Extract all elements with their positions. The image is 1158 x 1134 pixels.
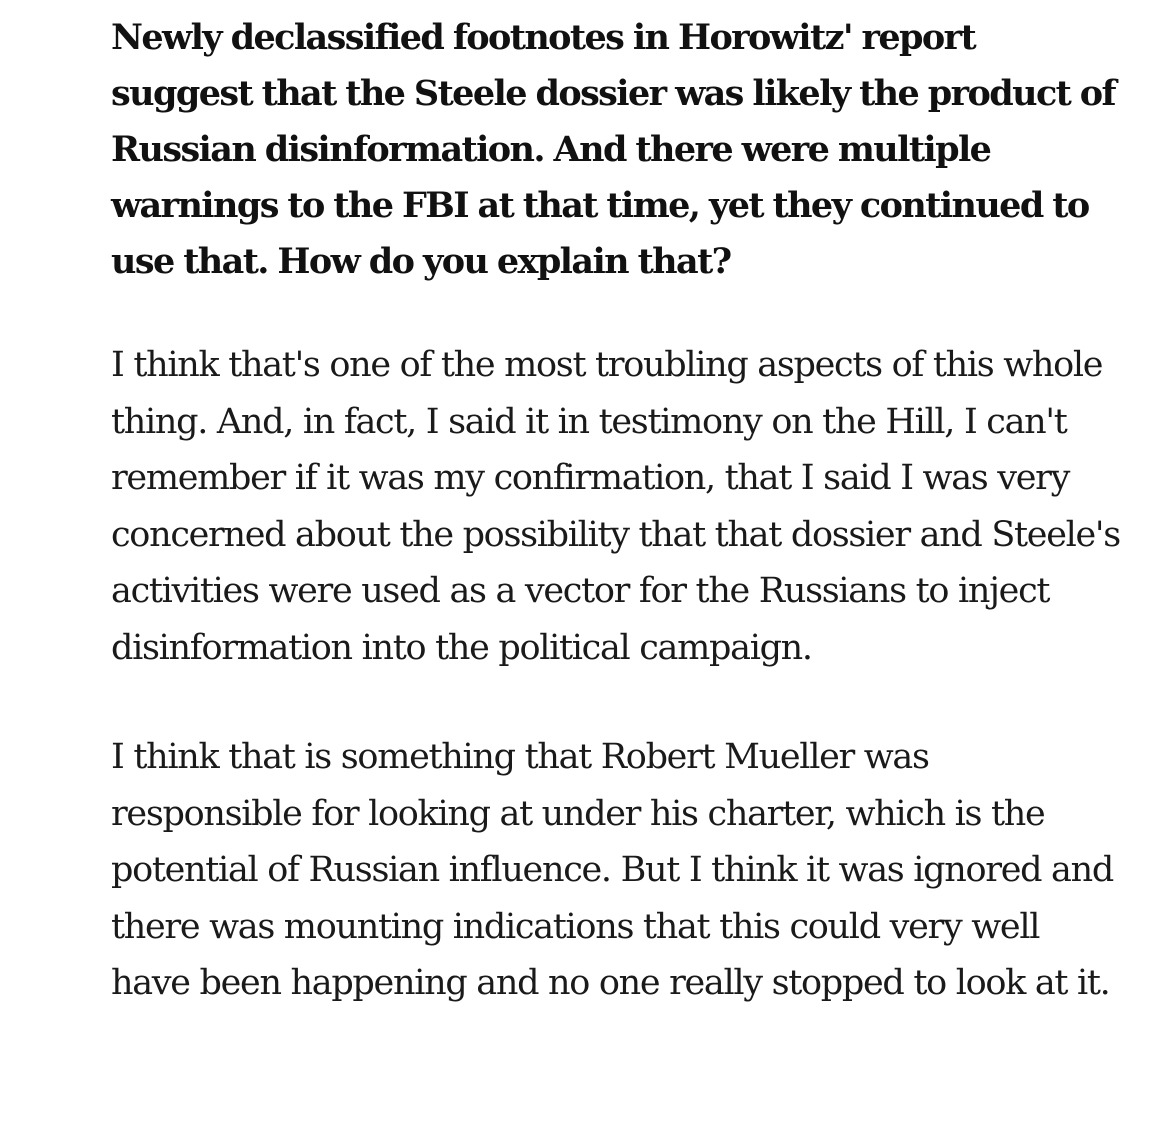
interview-answer-paragraph: I think that's one of the most troubling aspects of this whole thing. And, in fact, I said it in testimony on the Hill, I can't remember if it was my confirmation, that I said I was very concerned about the possibility that that dossier and Steele's activities were used as a vector for the Russians to inject disinformation into the political campaign. — [111, 345, 1120, 668]
interview-answer-paragraph: I think that is something that Robert Mueller was responsible for looking at under his charter, which is the potential of Russian influence. But I think it was ignored and there was mounting indications that this could very well have been happening and no one really stopped to look at it. — [111, 737, 1113, 1003]
interview-question: Newly declassified footnotes in Horowitz' report suggest that the Steele dossier was likely the product of Russian disinformation. And there were multiple warnings to the FBI at that time, yet they continued to use that. How do you explain that? — [111, 17, 1116, 282]
article-body — [111, 10, 1121, 1012]
